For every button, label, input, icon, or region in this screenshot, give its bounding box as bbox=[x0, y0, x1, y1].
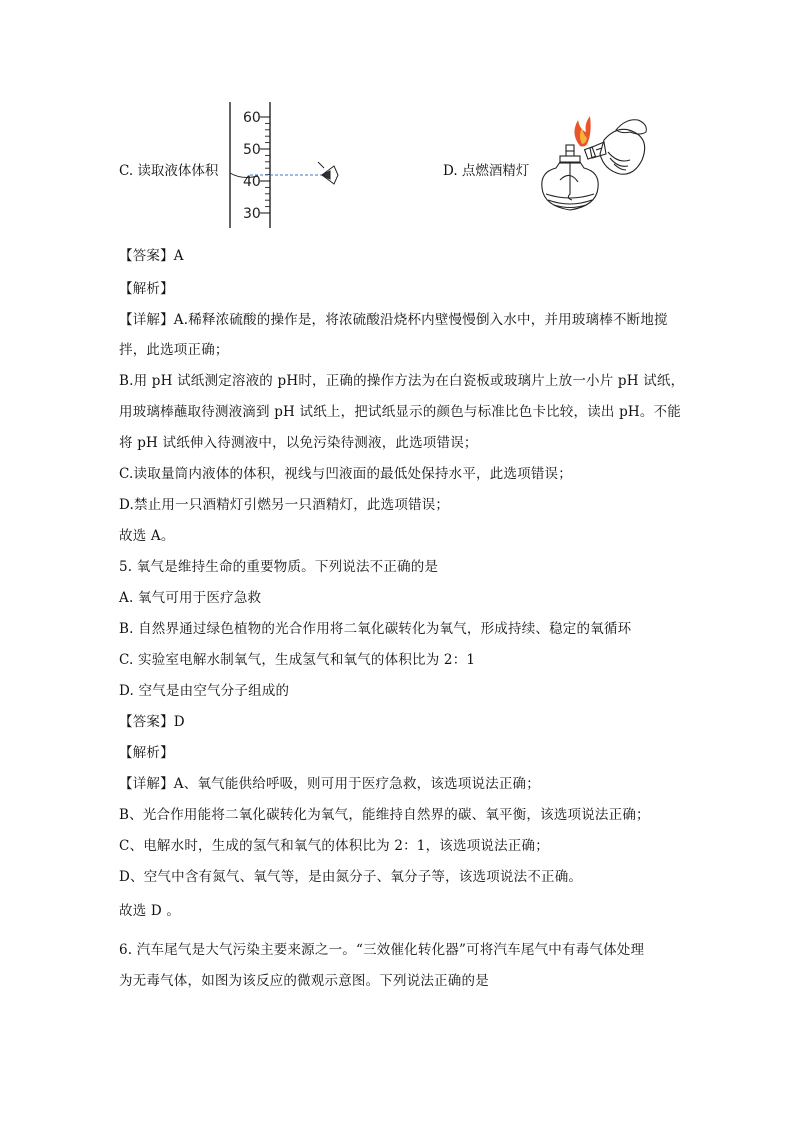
hand-icon bbox=[616, 120, 646, 134]
q5-analysis-heading: 【解析】 bbox=[119, 745, 174, 761]
tick-label-30: 30 bbox=[243, 206, 261, 222]
graduated-cylinder-figure bbox=[222, 100, 352, 232]
q5-stem: 5. 氧气是维持生命的重要物质。下列说法不正确的是 bbox=[119, 559, 439, 575]
q5-option-c: C. 实验室电解水制氧气，生成氢气和氧气的体积比为 2：1 bbox=[119, 652, 476, 668]
q5-detail-b: B、光合作用能将二氧化碳转化为氧气，能维持自然界的碳、氧平衡，该选项说法正确； bbox=[119, 807, 650, 823]
q4-detail-b-line3: 将 pH 试纸伸入待测液中，以免污染待测液，此选项错误； bbox=[119, 435, 478, 451]
tick-label-50: 50 bbox=[243, 142, 261, 158]
tick-label-60: 60 bbox=[243, 110, 261, 126]
lower-alcohol-lamp-icon bbox=[542, 145, 598, 210]
q4-detail-b-line1: B.用 pH 试纸测定溶液的 pH时，正确的操作方法为在白瓷板或玻璃片上放一小片 pH 试纸， bbox=[119, 373, 685, 389]
upper-alcohol-lamp-icon bbox=[585, 129, 645, 174]
q5-option-d: D. 空气是由空气分子组成的 bbox=[119, 683, 290, 699]
q5-detail-d: D、空气中含有氮气、氧气等，是由氮分子、氧分子等，该选项说法不正确。 bbox=[119, 869, 583, 885]
q6-stem-line2: 为无毒气体，如图为该反应的微观示意图。下列说法正确的是 bbox=[119, 973, 489, 989]
q4-detail-a-line1: 【详解】A.稀释浓硫酸的操作是，将浓硫酸沿烧杯内壁慢慢倒入水中，并用玻璃棒不断地搅 bbox=[119, 312, 668, 328]
q6-stem-line1: 6. 汽车尾气是大气污染主要来源之一。“三效催化转化器”可将汽车尾气中有毒气体处理 bbox=[119, 942, 645, 958]
q5-option-b: B. 自然界通过绿色植物的光合作用将二氧化碳转化为氧气，形成持续、稳定的氧循环 bbox=[119, 621, 632, 637]
tick-label-40: 40 bbox=[243, 174, 261, 190]
option-d-label: D. 点燃酒精灯 bbox=[443, 163, 530, 179]
q4-detail-b-line2: 用玻璃棒蘸取待测液滴到 pH 试纸上，把试纸显示的颜色与标准比色卡比较，读出 pH。不能 bbox=[119, 404, 682, 420]
q4-conclusion: 故选 A。 bbox=[119, 528, 175, 544]
eye-icon bbox=[318, 162, 338, 184]
q4-answer: 【答案】A bbox=[119, 248, 184, 264]
q4-detail-d: D.禁止用一只酒精灯引燃另一只酒精灯，此选项错误； bbox=[119, 497, 450, 513]
q5-answer: 【答案】D bbox=[119, 714, 185, 730]
q4-analysis-heading: 【解析】 bbox=[119, 281, 174, 297]
q5-detail-c: C、电解水时，生成的氢气和氧气的体积比为 2：1，该选项说法正确； bbox=[119, 838, 549, 854]
flame-icon bbox=[574, 116, 590, 147]
alcohol-lamp-figure bbox=[530, 110, 652, 222]
q4-detail-a-line2: 拌，此选项正确； bbox=[119, 342, 229, 358]
q5-option-a: A. 氧气可用于医疗急救 bbox=[119, 590, 262, 606]
q5-conclusion: 故选 D 。 bbox=[119, 903, 181, 919]
option-c-label: C. 读取液体体积 bbox=[119, 163, 219, 179]
q5-detail-a: 【详解】A、氧气能供给呼吸，则可用于医疗急救，该选项说法正确； bbox=[119, 776, 540, 792]
q4-detail-c: C.读取量筒内液体的体积，视线与凹液面的最低处保持水平，此选项错误； bbox=[119, 466, 572, 482]
